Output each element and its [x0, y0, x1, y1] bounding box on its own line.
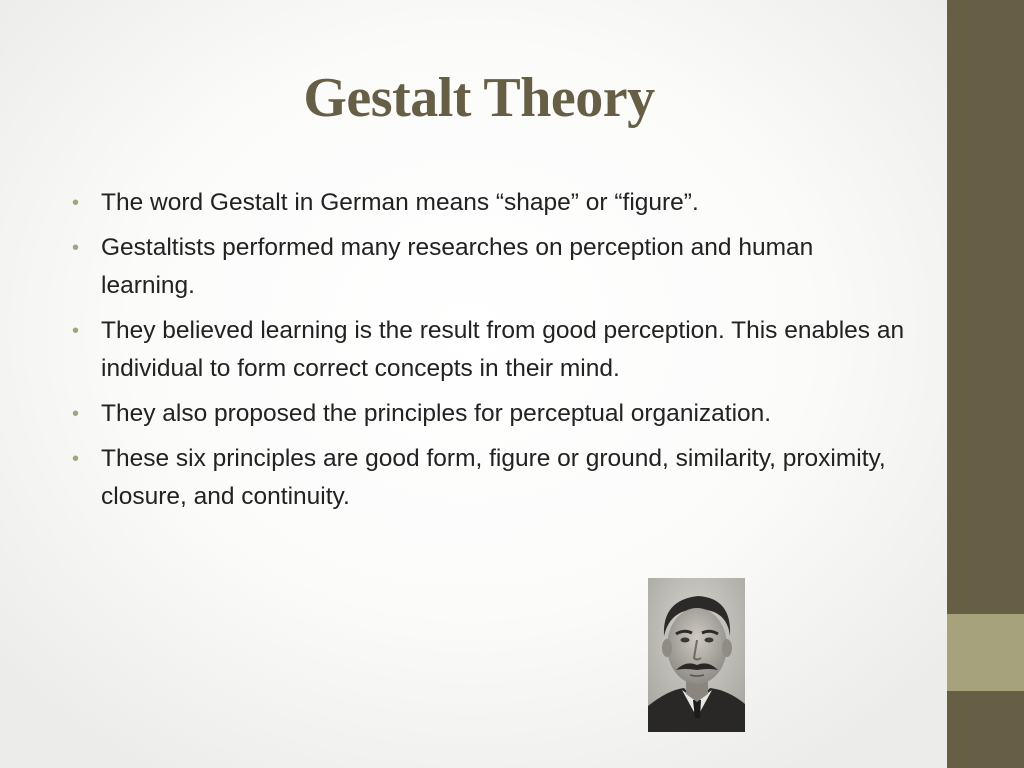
bullet-dot-icon: •: [72, 448, 80, 470]
bullet-dot-icon: •: [72, 237, 80, 259]
bullet-dot-icon: •: [72, 320, 80, 342]
slide-title: Gestalt Theory: [303, 67, 655, 129]
bullet-text: These six principles are good form, figure or ground, similarity, proximity, closure, and continuity.: [101, 445, 886, 510]
sidebar-accent-block: [947, 614, 1024, 691]
bullet-list: [72, 184, 912, 523]
portrait-illustration: [648, 578, 745, 732]
portrait-photo: [648, 578, 745, 732]
bullet-item: [72, 229, 912, 305]
bullet-item: [72, 440, 912, 516]
bullet-item: [72, 395, 912, 433]
bullet-text: They also proposed the principles for perceptual organization.: [101, 400, 772, 427]
bullet-dot-icon: •: [72, 192, 80, 214]
bullet-item: [72, 184, 912, 222]
bullet-dot-icon: •: [72, 403, 80, 425]
bullet-text: The word Gestalt in German means “shape” or “figure”.: [101, 189, 699, 216]
bullet-text: Gestaltists performed many researches on perception and human learning.: [101, 234, 814, 299]
bullet-item: [72, 312, 912, 388]
bullet-text: They believed learning is the result from good perception. This enables an individual to form correct concepts in their mind.: [101, 317, 905, 382]
